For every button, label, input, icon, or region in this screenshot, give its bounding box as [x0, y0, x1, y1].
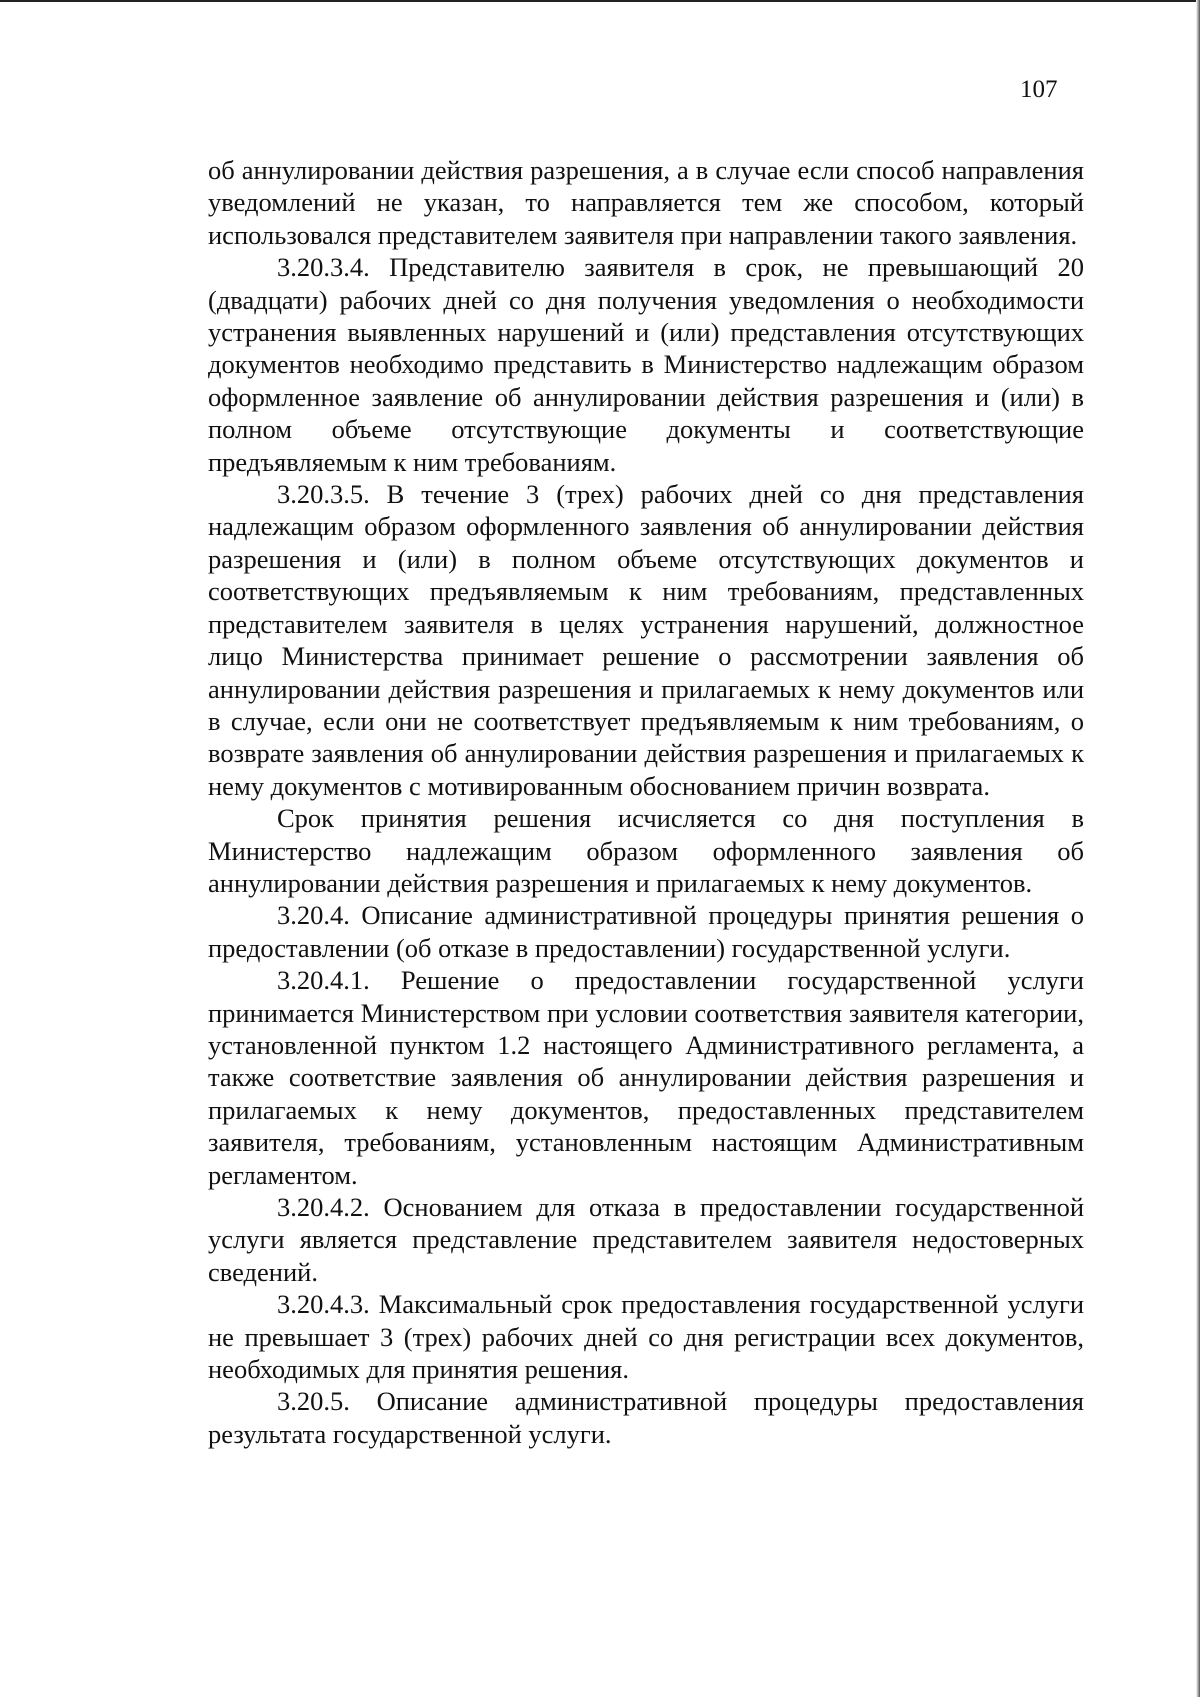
paragraph-decision-term: Срок принятия решения исчисляется со дня поступления в Министерство надлежащим образом оформленного заявления об аннулировании действия разрешения и прилагаемых к нему документов.: [208, 803, 1084, 898]
paragraph-3-20-4: 3.20.4. Описание административной процедуры принятия решения о предоставлении (об отказе в предоставлении) государственной услуги.: [208, 900, 1084, 963]
paragraph-continuation: об аннулировании действия разрешения, а в случае если способ направления уведомлений не указан, то направляется тем же способом, который использовался представителем заявителя при направлении такого заявления.: [208, 155, 1084, 250]
scan-top-edge: [0, 0, 1200, 2]
page-number: 107: [1020, 76, 1058, 103]
paragraph-3-20-4-3: 3.20.4.3. Максимальный срок предоставления государственной услуги не превышает 3 (трех) рабочих дней со дня регистрации всех документов, необходимых для принятия решения.: [208, 1289, 1084, 1385]
body-text: [208, 154, 1084, 1450]
paragraph-3-20-3-5: 3.20.3.5. В течение 3 (трех) рабочих дней со дня представления надлежащим образом оформленного заявления об аннулировании действия разрешения и (или) в полном объеме отсутствующих документов и соответствующих предъявляемым к ним требованиям, представленных представителем заявителя в целях устранения нарушений, должностное лицо Министерства принимает решение о рассмотрении заявления об аннулировании действия разрешения и прилагаемых к нему документов или в случае, если они не соответствует предъявляемым к ним требованиям, о возврате заявления об аннулировании действия разрешения и прилагаемых к нему документов с мотивированным обоснованием причин возврата.: [208, 479, 1084, 801]
paragraph-3-20-4-2: 3.20.4.2. Основанием для отказа в предоставлении государственной услуги является представление представителем заявителя недостоверных сведений.: [208, 1192, 1084, 1287]
paragraph-3-20-4-1: 3.20.4.1. Решение о предоставлении государственной услуги принимается Министерством при условии соответствия заявителя категории, установленной пунктом 1.2 настоящего Административного регламента, а также соответствие заявления об аннулировании действия разрешения и прилагаемых к нему документов, предоставленных представителем заявителя, требованиям, установленным настоящим Административным регламентом.: [208, 965, 1084, 1190]
paragraph-3-20-3-4: 3.20.3.4. Представителю заявителя в срок, не превышающий 20 (двадцати) рабочих дней со дня получения уведомления о необходимости устранения выявленных нарушений и (или) представления отсутствующих документов необходимо представить в Министерство надлежащим образом оформленное заявление об аннулировании действия разрешения и (или) в полном объеме отсутствующие документы и соответствующие предъявляемым к ним требованиям.: [208, 252, 1084, 477]
scan-right-edge: [1196, 0, 1200, 1697]
paragraph-3-20-5: 3.20.5. Описание административной процедуры предоставления результата государственной услуги.: [208, 1386, 1084, 1449]
